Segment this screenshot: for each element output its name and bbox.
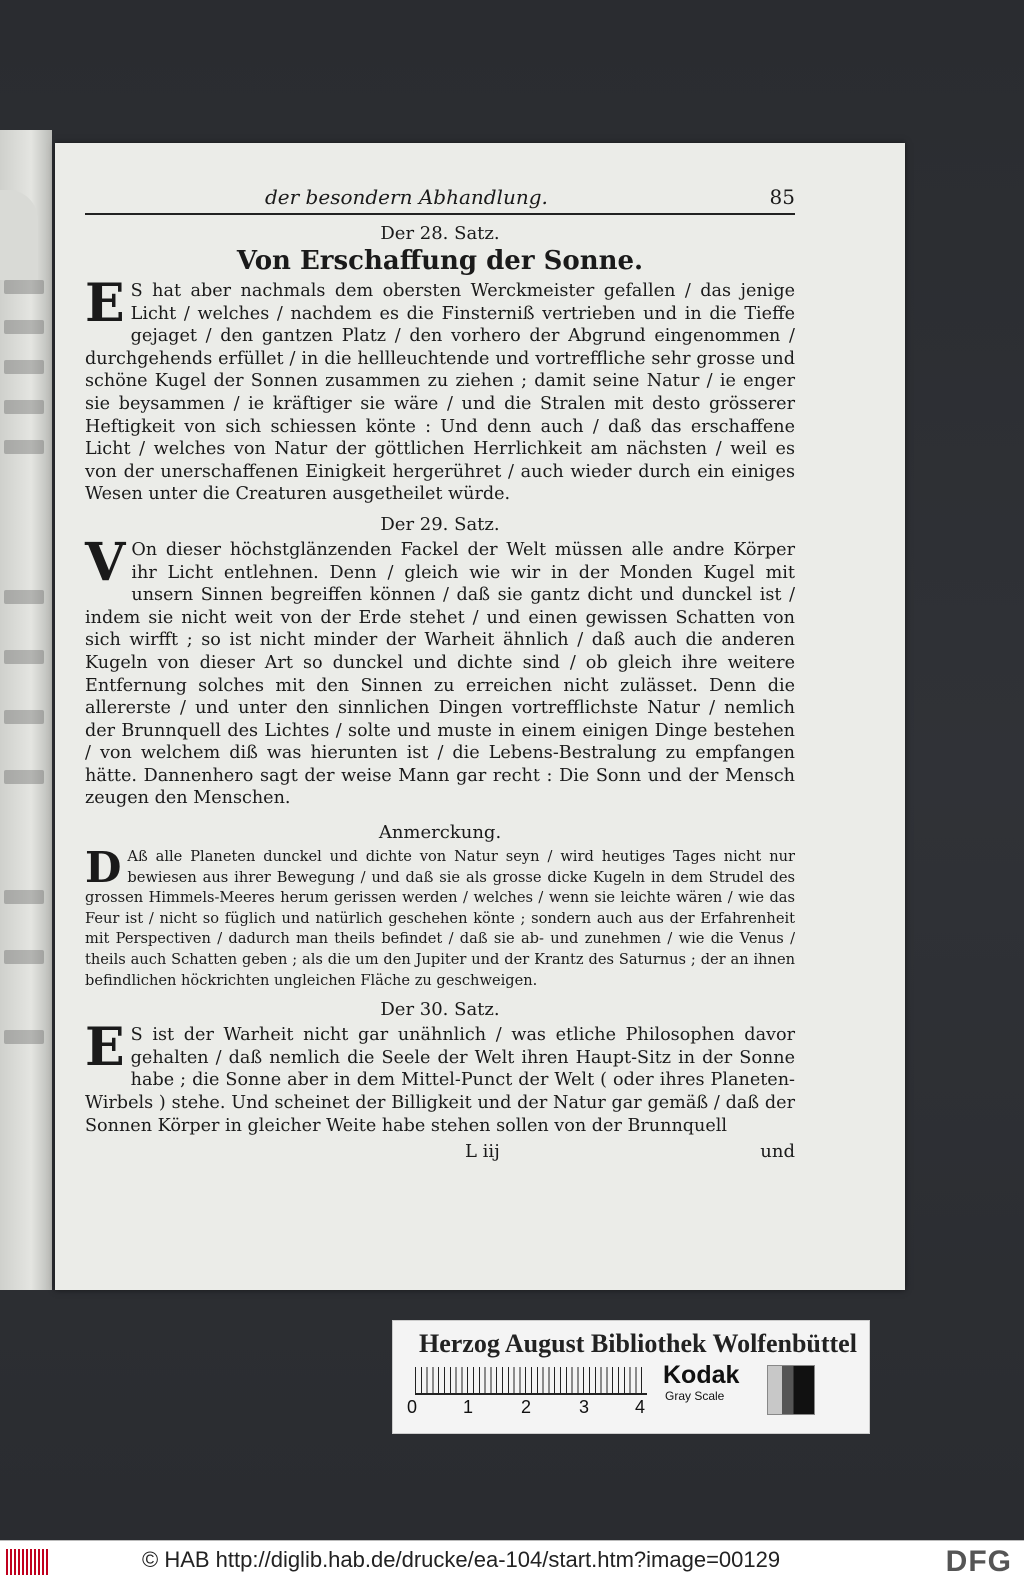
bleed-text — [4, 280, 44, 294]
book-page — [55, 143, 905, 1290]
catchline — [85, 1141, 795, 1167]
bleed-text — [4, 710, 44, 724]
paragraph-text: S hat aber nachmals dem obersten Werckmeister gefallen / das jenige Licht / welches / nachdem es die Finsterniß vertrieben und in die Tieffe gejaget / den gantzen Platz / den vorhero der Abgrund eingenommen / durchgehends erfüllet / in die hellleuchtende und vortreffliche sehr grosse und schöne Kugel der Sonnen zusammen zu ziehen ; damit seine Natur / ie enger sie beysammen / ie kräftiger sie wäre / und die Stralen mit desto grösserer Heftigkeit von sich schiessen könte : Und denn auch / daß das erschaffene Licht / welches von Natur der göttlichen Herrlichkeit am nächsten / weil es von der unerschaffenen Einigkeit hergerühret / auch wieder durch ein einiges Wesen unter die Creaturen ausgetheilet würde. — [85, 281, 795, 505]
bleed-text — [4, 770, 44, 784]
page-number: 85 — [769, 185, 795, 209]
bleed-text — [4, 320, 44, 334]
section-label: Der 30. Satz. — [380, 999, 500, 1021]
ruler-number: 3 — [579, 1397, 590, 1417]
ruler-number: 0 — [407, 1397, 418, 1417]
drop-initial: D — [85, 843, 122, 893]
kodak-logo: Kodak — [663, 1361, 740, 1389]
ruler-numbers — [407, 1397, 667, 1421]
footer-bar — [0, 1540, 1024, 1582]
bleed-text — [4, 650, 44, 664]
ruler-scale — [415, 1367, 647, 1395]
paragraph — [85, 531, 795, 810]
bleed-text — [4, 400, 44, 414]
bleed-text — [4, 1030, 44, 1044]
bleed-text — [4, 950, 44, 964]
source-link[interactable]: © HAB http://diglib.hab.de/drucke/ea-104/start.htm?image=00129 — [142, 1547, 781, 1572]
annotation-paragraph — [85, 843, 795, 991]
drop-initial: E — [85, 273, 125, 334]
page-tab — [0, 190, 38, 280]
paragraph-text: On dieser höchstglänzenden Fackel der Welt müssen alle andre Körper ihr Licht entlehnen. Denn / gleich wie wir in der Monden Kugel mit unsern Sinnen begreiffen können / daß sie gantz dicht und dunckel ist / indem sie nicht weit von der Erde stehet / und einen gewissen Schatten von sich wirfft ; so ist nicht minder der Warheit ähnlich / daß auch die anderen Kugeln von dieser Art so dunckel und dichte sind / ob gleich ihre weitere Entfernung solches mit den Sinnen zu erreichen nicht zulässet. Denn die allererste / und unter den sinnlichen Dingen vortrefflichste Natur / nemlich der Brunnquell des Lichtes / solte und muste in einem einigen Dinge bestehen / von welchem diß was hierunten ist / die Lebens-Bestralung zu empfangen hätte. Dannenhero sagt der weise Mann gar recht : Die Sonn und der Mensch zeugen den Menschen. — [85, 539, 795, 809]
gray-swatch — [767, 1365, 815, 1415]
paragraph — [85, 273, 795, 506]
section-label: Anmerckung. — [378, 822, 502, 844]
bleed-text — [4, 590, 44, 604]
section-title: Von Erschaffung der Sonne. — [236, 246, 644, 276]
facing-page-edge — [0, 130, 52, 1290]
section-label: Der 28. Satz. — [380, 223, 500, 244]
gray-scale-card — [392, 1320, 870, 1434]
library-name: Herzog August Bibliothek Wolfenbüttel — [419, 1329, 857, 1358]
paragraph-text: Aß alle Planeten dunckel und dichte von Natur seyn / wird heutiges Tages nicht nur bewiesen aus ihrer Bewegung / und daß sie als grosse dicke Kugeln in dem Strudel des grossen Himmels-Meeres herum gerissen werden / welches / wenn sie leichte wären / wie das Feur ist / nicht so füglich und natürlich geschehen könte ; sondern auch aus der Erfahrenheit mit Perspectiven / dadurch man theils befindet / daß sie ab- und zunehmen / wie die Venus / theils auch Schatten geben ; als die um den Jupiter und der Krantz des Saturnus ; der an ihnen befindlichen höckrichten ungleichen Fläche zu geschweigen. — [85, 848, 795, 989]
dfg-logo: DFG — [945, 1545, 1012, 1578]
signature-mark: L iij — [465, 1141, 500, 1163]
section-label: Der 29. Satz. — [380, 513, 500, 535]
barcode-icon — [6, 1549, 48, 1575]
ruler-number: 4 — [635, 1397, 646, 1417]
gray-scale-label: Gray Scale — [665, 1389, 725, 1403]
bleed-text — [4, 360, 44, 374]
paragraph-text: S ist der Warheit nicht gar unähnlich / was etliche Philosophen davor gehalten / daß nemlich die Seele der Welt ihren Haupt-Sitz in der Sonne habe ; die Sonne aber in dem Mittel-Punct der Welt ( oder ihres Planeten-Wirbels ) stehe. Und scheinet der Billigkeit und der Natur gar gemäß / daß der Sonnen Körper in gleicher Weite habe stehen sollen von der Brunnquell — [85, 1025, 795, 1136]
bleed-text — [4, 440, 44, 454]
running-title: der besondern Abhandlung. — [265, 185, 548, 209]
ruler-number: 2 — [521, 1397, 532, 1417]
page-content — [85, 183, 795, 1167]
bleed-text — [4, 890, 44, 904]
catchword: und — [760, 1141, 795, 1163]
ruler-number: 1 — [463, 1397, 474, 1417]
drop-initial: E — [85, 1017, 125, 1079]
running-head — [85, 183, 795, 215]
drop-initial: V — [85, 531, 126, 593]
paragraph — [85, 1017, 795, 1137]
